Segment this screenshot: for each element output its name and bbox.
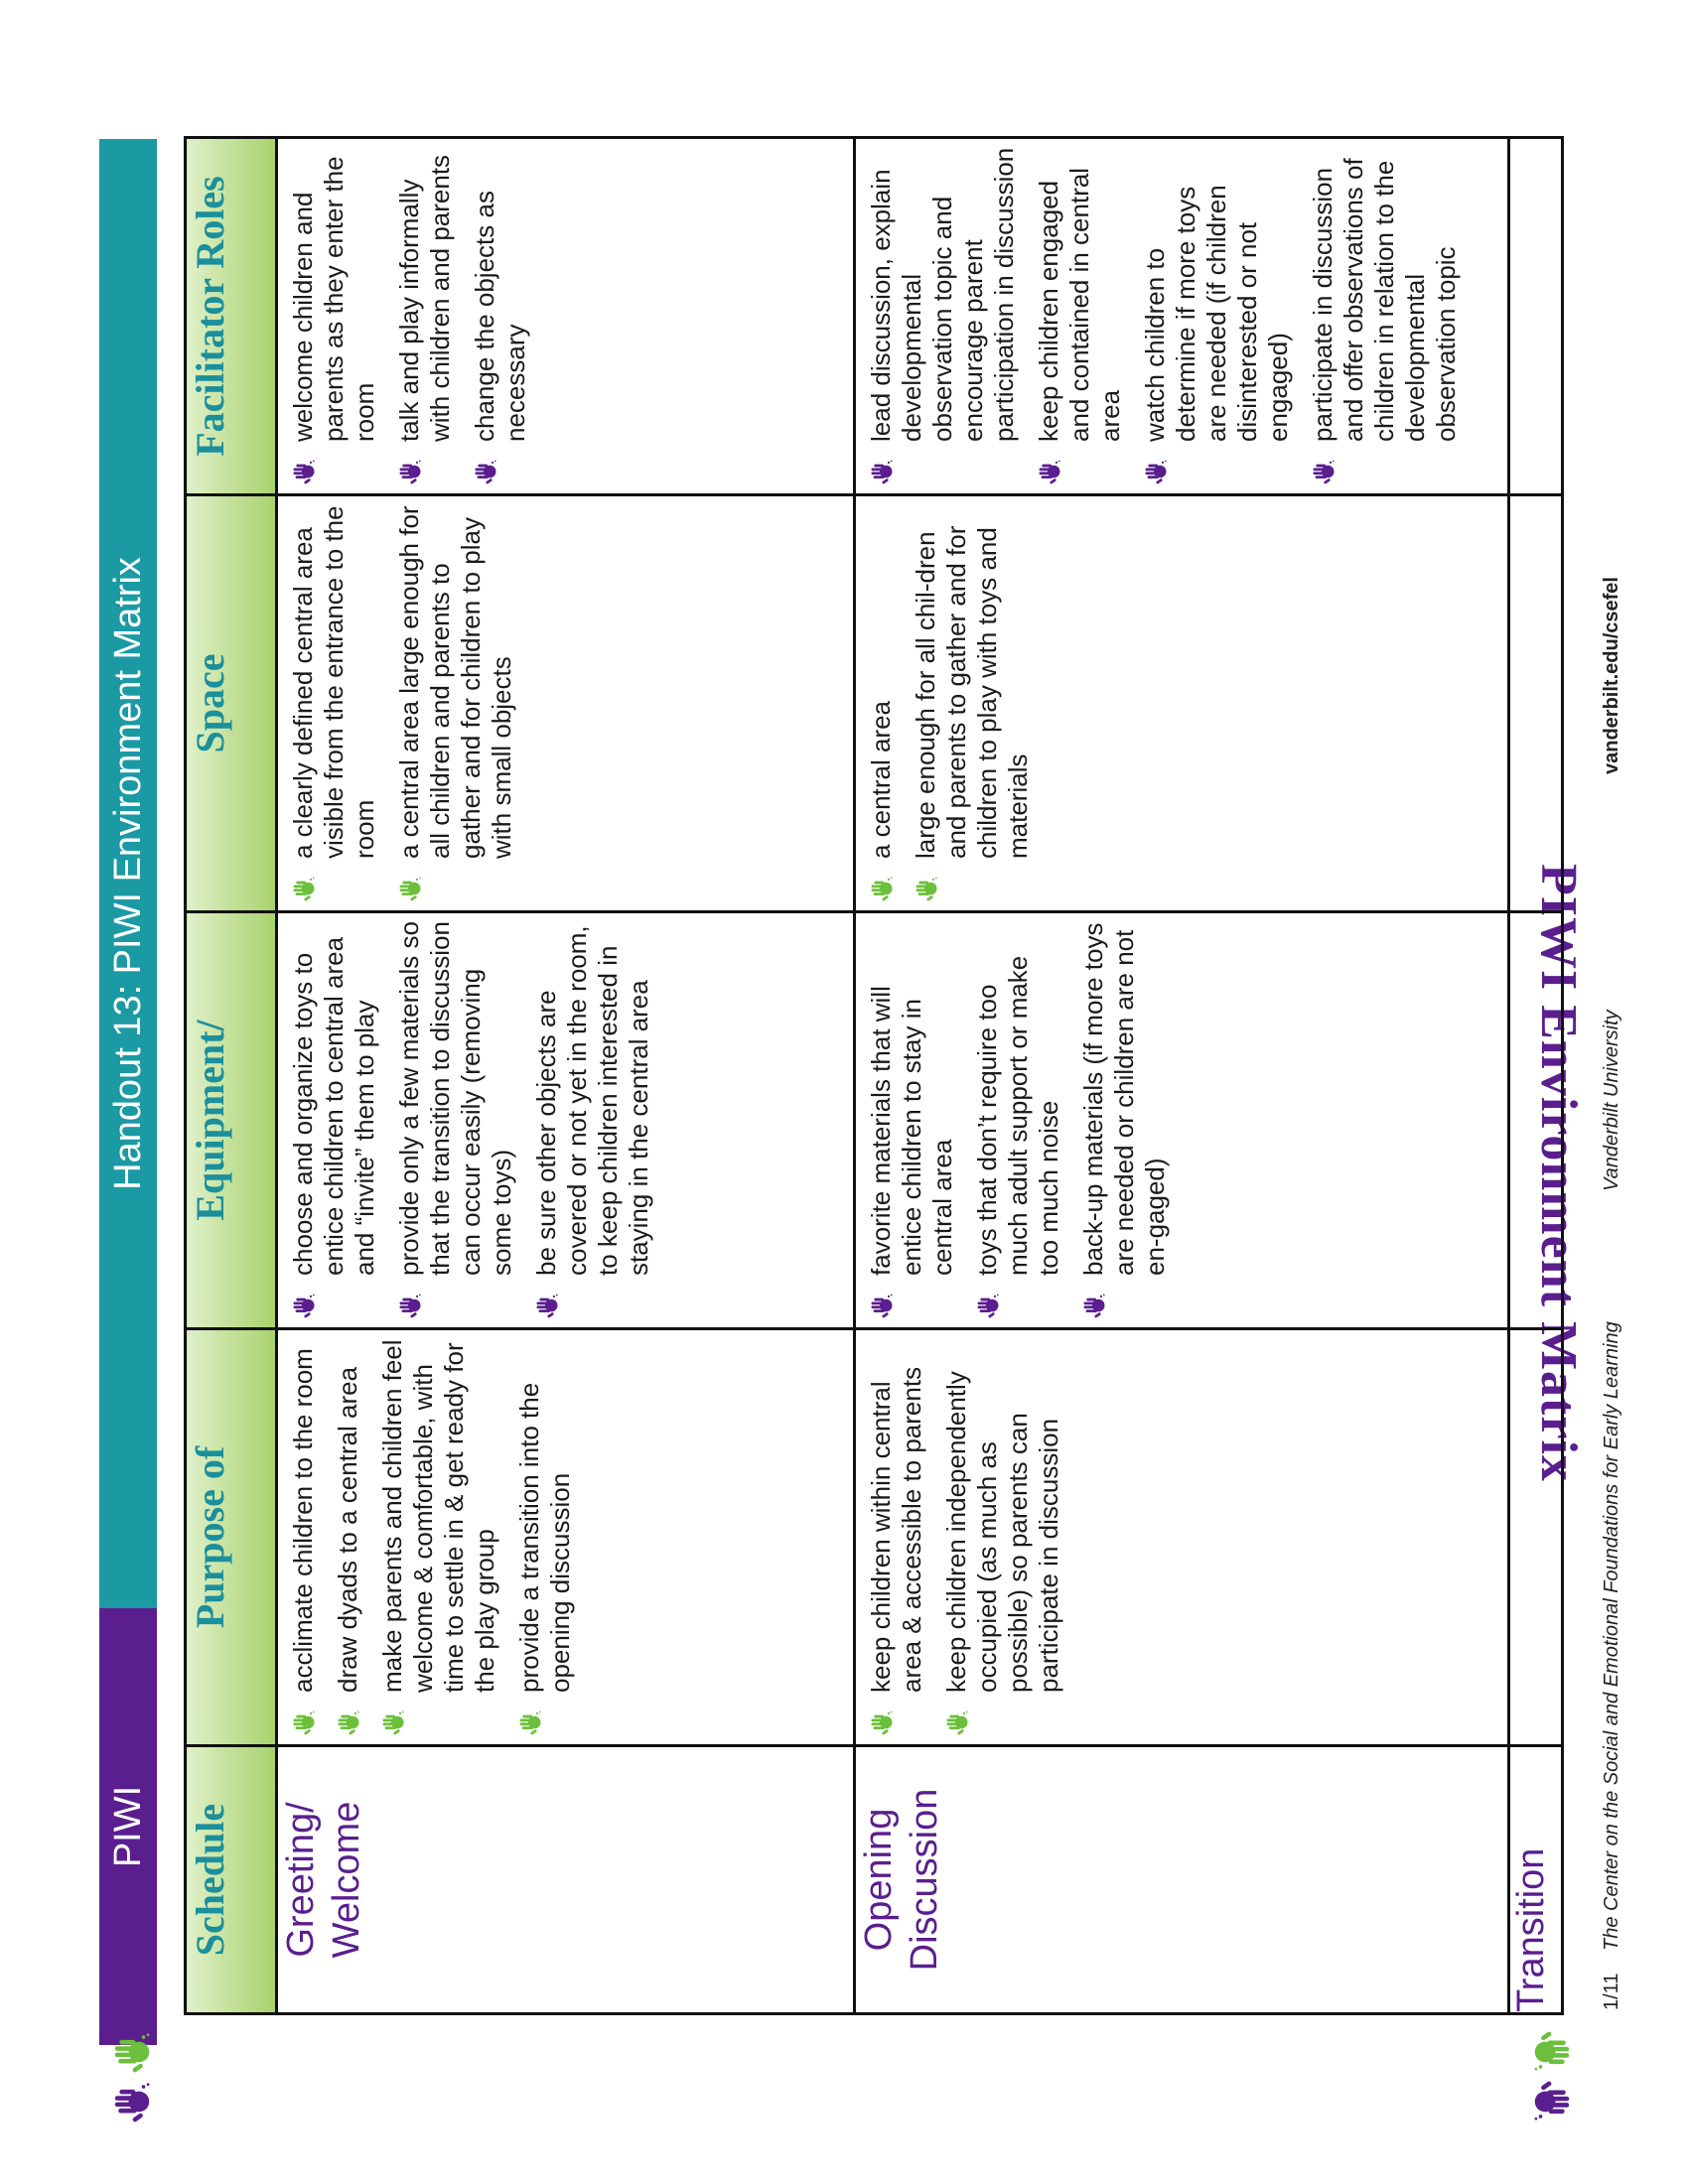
list-item [866, 1336, 927, 1736]
hand-green-icon [290, 1703, 318, 1736]
hand-green-icon [516, 1703, 544, 1736]
hand-purple-icon [1310, 452, 1337, 485]
list-item [531, 919, 654, 1319]
space-cell [276, 495, 855, 912]
list-item-text: a central area large enough for all children and parents to gather and for children to play with small objects [393, 505, 516, 859]
bullet-list [856, 139, 1481, 493]
list-item [394, 502, 517, 902]
list-item-text: acclimate children to the room [287, 1348, 318, 1693]
header-title: Handout 13: PIWI Environment Matrix [99, 139, 157, 1608]
list-item [1308, 145, 1462, 485]
hand-purple-icon [290, 452, 318, 485]
list-item [288, 145, 380, 485]
space-cell [855, 495, 1509, 912]
list-item-text: make parents and children feel welcome & comfortable, with time to settle in & get ready for the play group [376, 1339, 499, 1693]
list-item-text: provide only a few materials so that the transition to discussion can occur easily (removing some toys) [393, 921, 516, 1276]
list-item-text: a clearly defined central area visible from the entrance to the room [287, 505, 379, 859]
list-item-text: provide a transition into the opening discussion [513, 1382, 575, 1693]
schedule-label: Opening Discussion [858, 1788, 946, 1972]
hand-green-icon [868, 869, 896, 902]
list-item [394, 919, 517, 1319]
bullet-list [278, 139, 551, 493]
hand-purple-icon [472, 452, 499, 485]
empty-cell [1508, 1329, 1562, 1746]
list-item-text: watch children to determine if more toys are needed (if children disinterested or not engaged) [1140, 185, 1294, 442]
hand-green-icon [290, 869, 318, 902]
list-item [288, 1336, 319, 1736]
purpose-cell [276, 1329, 855, 1746]
list-item-text: lead discussion, explain developmental observation topic and encourage parent participation in discussion [866, 147, 1020, 442]
header-piwi-label: PIWI [99, 1608, 157, 2045]
footer-university: Vanderbilt University [1601, 1010, 1622, 1191]
list-item [911, 502, 1034, 902]
facilitator-cell [855, 138, 1509, 495]
list-item [972, 919, 1064, 1319]
transition-cell [1508, 1746, 1562, 2014]
col-header-purpose: Purpose of [186, 1329, 277, 1746]
list-item-text: participate in discussion and offer observations of children in relation to the developmental observation topic [1308, 158, 1462, 442]
list-item-text: favorite materials that will entice children to stay in central area [866, 986, 958, 1276]
list-item-text: large enough for all chil-dren and parents to gather and for children to play with toys and materials [911, 525, 1034, 859]
hand-purple-icon [396, 1286, 424, 1319]
hand-purple-icon [1036, 452, 1063, 485]
schedule-cell [855, 1746, 1509, 2014]
bullet-list [278, 913, 674, 1327]
table-row [855, 138, 1509, 2014]
table-row [276, 138, 855, 2014]
list-item-text: be sure other objects are covered or not yet in the room, to keep children interested in staying in the central area [530, 925, 653, 1276]
list-item-text: keep children independently occupied (as much as possible) so parents can participate in discussion [941, 1371, 1064, 1693]
list-item [333, 1336, 363, 1736]
bullet-list [856, 913, 1191, 1327]
equipment-cell [855, 912, 1509, 1329]
hand-purple-icon [109, 2079, 155, 2124]
footer-date: 1/11 [1601, 1973, 1622, 2010]
environment-matrix-table [184, 136, 1564, 2015]
list-item-text: keep children within central area & accessible to parents [866, 1366, 927, 1693]
list-item-text: talk and play informally with children and parents [393, 154, 455, 442]
hand-green-icon [396, 869, 424, 902]
list-item [941, 1336, 1064, 1736]
bullet-list [278, 496, 537, 910]
list-item-text: welcome children and parents as they enter the room [287, 156, 379, 442]
logo-hands-top [109, 2029, 155, 2124]
col-header-schedule: Schedule [186, 1746, 277, 2014]
footer-org: The Center on the Social and Emotional Foundations for Early Learning [1601, 1321, 1622, 1951]
list-item [1140, 145, 1294, 485]
col-header-facilitator: Facilitator Roles [186, 138, 277, 495]
transition-label: Transition [1509, 1847, 1552, 2012]
hand-purple-icon [533, 1286, 561, 1319]
list-item [866, 502, 897, 902]
hand-green-icon [913, 869, 940, 902]
list-item [866, 145, 1020, 485]
schedule-label: Greeting/ Welcome [279, 1801, 367, 1959]
hand-purple-icon [974, 1286, 1002, 1319]
list-item-text: keep children engaged and contained in central area [1034, 167, 1126, 442]
hand-purple-icon [396, 452, 424, 485]
hand-green-icon [943, 1703, 971, 1736]
facilitator-cell [276, 138, 855, 495]
purpose-cell [855, 1329, 1509, 1746]
list-item [1078, 919, 1171, 1319]
col-header-space: Space [186, 495, 277, 912]
list-item-text: a central area [866, 701, 897, 859]
bullet-list [856, 1330, 1084, 1744]
list-item [514, 1336, 576, 1736]
list-item-text: choose and organize toys to entice children to central area and “invite” them to play [287, 936, 379, 1276]
header-row [186, 138, 277, 2014]
hand-green-icon [379, 1703, 407, 1736]
footer-url: vanderbilt.edu/csefel [1601, 577, 1622, 774]
empty-cell [1508, 495, 1562, 912]
side-title: PIWI Environment Matrix [1530, 864, 1588, 1482]
hand-purple-icon [868, 1286, 896, 1319]
list-item [394, 145, 456, 485]
col-header-equipment: Equipment/ [186, 912, 277, 1329]
list-item [288, 919, 380, 1319]
hand-purple-icon [290, 1286, 318, 1319]
schedule-cell [276, 1746, 855, 2014]
list-item-text: toys that don’t require too much adult support or make too much noise [972, 955, 1064, 1276]
list-item-text: draw dyads to a central area [332, 1366, 362, 1693]
bullet-list [856, 496, 1054, 910]
hand-green-icon [109, 2029, 155, 2075]
empty-cell [1508, 138, 1562, 495]
list-item [866, 919, 958, 1319]
list-item-text: back-up materials (if more toys are needed or children are not en-gaged) [1078, 922, 1171, 1276]
hand-green-icon [868, 1703, 896, 1736]
list-item [1034, 145, 1126, 485]
list-item [288, 502, 380, 902]
hand-green-icon [335, 1703, 362, 1736]
list-item-text: change the objects as necessary [469, 191, 530, 442]
table-row [1508, 138, 1562, 2014]
equipment-cell [276, 912, 855, 1329]
hand-purple-icon [868, 452, 896, 485]
list-item [470, 145, 531, 485]
hand-purple-icon [1080, 1286, 1108, 1319]
empty-cell [1508, 912, 1562, 1329]
hand-purple-icon [1142, 452, 1170, 485]
bullet-list [278, 1330, 596, 1744]
list-item [377, 1336, 500, 1736]
